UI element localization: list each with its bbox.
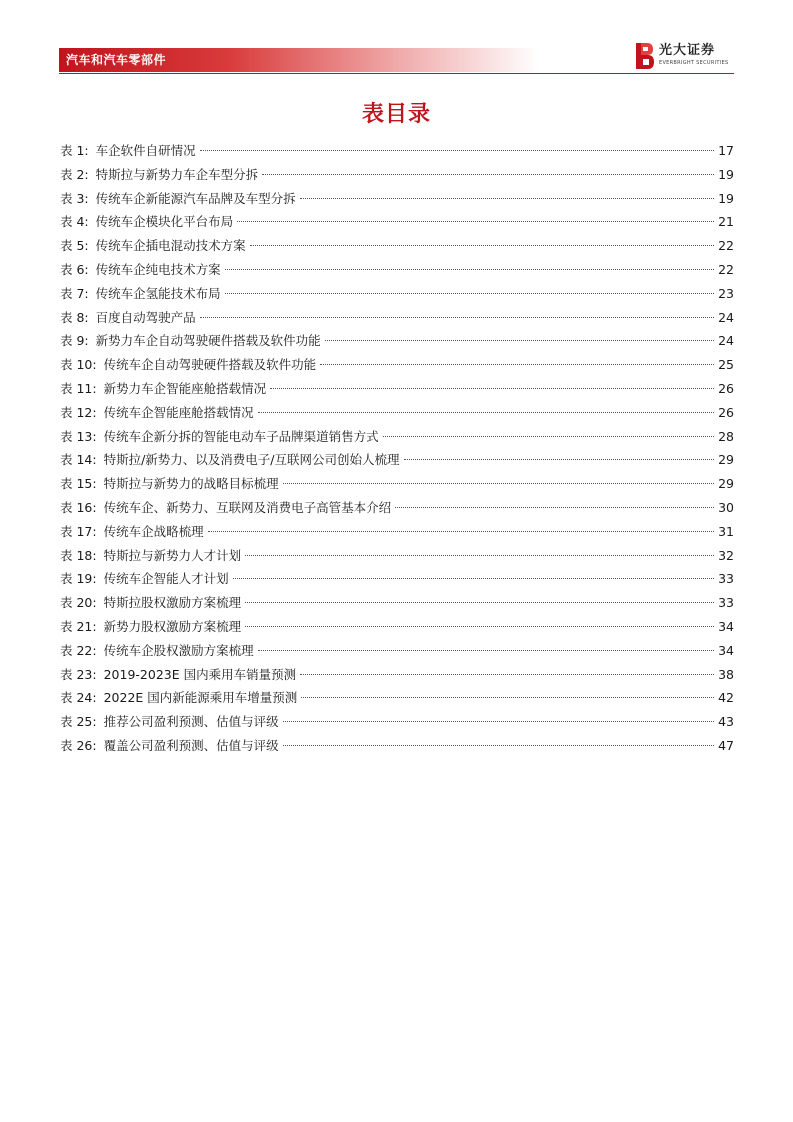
toc-dot-leader xyxy=(262,174,714,175)
toc-entry[interactable] xyxy=(60,236,734,260)
toc-entry-label: 表 17: xyxy=(60,523,97,539)
toc-entry[interactable] xyxy=(60,546,734,570)
toc-entry-page: 38 xyxy=(718,666,734,682)
toc-entry-page: 33 xyxy=(718,595,734,611)
header-category: 汽车和汽车零部件 xyxy=(66,53,167,67)
toc-entry-label: 表 2: xyxy=(60,166,89,182)
toc-entry[interactable] xyxy=(60,165,734,189)
toc-entry[interactable] xyxy=(60,355,734,379)
toc-entry-page: 29 xyxy=(718,476,734,492)
page-title: 表目录 xyxy=(361,102,431,127)
everbright-logo-icon xyxy=(634,42,654,70)
toc-entry-title: 传统车企氢能技术布局 xyxy=(95,285,221,301)
toc-entry-title: 传统车企自动驾驶硬件搭载及软件功能 xyxy=(103,357,317,373)
toc-entry[interactable] xyxy=(60,189,734,213)
toc-entry-page: 24 xyxy=(718,333,734,349)
toc-entry[interactable] xyxy=(60,569,734,593)
toc-entry[interactable] xyxy=(60,427,734,451)
toc-entry-label: 表 20: xyxy=(60,595,97,611)
toc-entry-label: 表 21: xyxy=(60,618,97,634)
toc-dot-leader xyxy=(237,221,714,222)
toc-entry-page: 29 xyxy=(718,452,734,468)
toc-entry-page: 17 xyxy=(718,143,734,158)
header-rule xyxy=(59,73,734,74)
table-of-contents xyxy=(60,141,734,760)
toc-entry-page: 25 xyxy=(718,357,734,373)
toc-entry-page: 31 xyxy=(718,523,734,539)
toc-entry[interactable] xyxy=(60,284,734,308)
toc-entry[interactable] xyxy=(60,665,734,689)
toc-entry-title: 传统车企模块化平台布局 xyxy=(95,214,234,230)
toc-entry-label: 表 19: xyxy=(60,571,97,587)
toc-entry-page: 43 xyxy=(718,714,734,730)
toc-entry[interactable] xyxy=(60,379,734,403)
toc-entry-page: 32 xyxy=(718,547,734,563)
toc-dot-leader xyxy=(225,269,714,270)
toc-entry-page: 34 xyxy=(718,618,734,634)
toc-entry-title: 传统车企纯电技术方案 xyxy=(95,261,221,277)
toc-entry-page: 26 xyxy=(718,404,734,420)
toc-dot-leader xyxy=(200,150,714,151)
toc-dot-leader xyxy=(245,626,714,627)
toc-dot-leader xyxy=(404,459,715,460)
toc-entry[interactable] xyxy=(60,593,734,617)
brand-logo xyxy=(634,42,734,70)
toc-entry-page: 24 xyxy=(718,309,734,325)
toc-entry-label: 表 1: xyxy=(60,143,89,158)
toc-entry[interactable] xyxy=(60,522,734,546)
toc-dot-leader xyxy=(283,721,714,722)
toc-entry[interactable] xyxy=(60,450,734,474)
toc-entry-label: 表 8: xyxy=(60,309,89,325)
toc-entry-page: 42 xyxy=(718,690,734,706)
toc-entry-label: 表 12: xyxy=(60,404,97,420)
toc-entry-label: 表 26: xyxy=(60,737,97,753)
toc-entry[interactable] xyxy=(60,474,734,498)
toc-dot-leader xyxy=(258,412,714,413)
toc-entry-title: 新势力车企自动驾驶硬件搭载及软件功能 xyxy=(95,333,321,349)
toc-entry-page: 19 xyxy=(718,166,734,182)
toc-dot-leader xyxy=(225,293,714,294)
toc-entry-label: 表 6: xyxy=(60,261,89,277)
toc-entry-title: 百度自动驾驶产品 xyxy=(95,309,196,325)
toc-dot-leader xyxy=(300,198,714,199)
toc-entry-title: 特斯拉与新势力人才计划 xyxy=(103,547,242,563)
toc-entry-title: 新势力股权激励方案梳理 xyxy=(103,618,242,634)
toc-entry-page: 26 xyxy=(718,380,734,396)
brand-subtitle: EVERBRIGHT SECURITIES xyxy=(659,60,729,66)
toc-entry[interactable] xyxy=(60,498,734,522)
toc-entry-page: 23 xyxy=(718,285,734,301)
toc-entry-title: 车企软件自研情况 xyxy=(95,143,196,158)
toc-dot-leader xyxy=(270,388,714,389)
toc-entry-label: 表 11: xyxy=(60,380,97,396)
toc-entry-title: 传统车企插电混动技术方案 xyxy=(95,238,246,254)
toc-entry-label: 表 16: xyxy=(60,499,97,515)
toc-entry-title: 传统车企新分拆的智能电动车子品牌渠道销售方式 xyxy=(103,428,379,444)
toc-dot-leader xyxy=(250,245,714,246)
toc-entry-label: 表 10: xyxy=(60,357,97,373)
toc-entry-title: 传统车企智能座舱搭载情况 xyxy=(103,404,254,420)
toc-entry-title: 覆盖公司盈利预测、估值与评级 xyxy=(103,737,279,753)
toc-entry-label: 表 9: xyxy=(60,333,89,349)
toc-entry-label: 表 7: xyxy=(60,285,89,301)
toc-dot-leader xyxy=(383,436,714,437)
toc-entry-title: 传统车企股权激励方案梳理 xyxy=(103,642,254,658)
toc-entry-label: 表 13: xyxy=(60,428,97,444)
toc-entry-label: 表 25: xyxy=(60,714,97,730)
toc-dot-leader xyxy=(300,674,714,675)
toc-entry[interactable] xyxy=(60,212,734,236)
toc-dot-leader xyxy=(200,317,714,318)
toc-dot-leader xyxy=(283,745,714,746)
toc-entry[interactable] xyxy=(60,308,734,332)
toc-entry-page: 19 xyxy=(718,190,734,206)
toc-entry-page: 21 xyxy=(718,214,734,230)
toc-entry-page: 34 xyxy=(718,642,734,658)
toc-entry[interactable] xyxy=(60,641,734,665)
toc-entry-title: 新势力车企智能座舱搭载情况 xyxy=(103,380,267,396)
toc-entry-title: 特斯拉股权激励方案梳理 xyxy=(103,595,242,611)
toc-dot-leader xyxy=(283,483,714,484)
toc-entry-page: 33 xyxy=(718,571,734,587)
toc-entry-title: 特斯拉/新势力、以及消费电子/互联网公司创始人梳理 xyxy=(103,452,400,468)
toc-entry-label: 表 23: xyxy=(60,666,97,682)
toc-entry-page: 28 xyxy=(718,428,734,444)
toc-entry-page: 30 xyxy=(718,499,734,515)
toc-entry-title: 传统车企战略梳理 xyxy=(103,523,204,539)
toc-entry[interactable] xyxy=(60,141,734,165)
toc-entry-label: 表 18: xyxy=(60,547,97,563)
toc-dot-leader xyxy=(325,340,714,341)
toc-entry-title: 特斯拉与新势力的战略目标梳理 xyxy=(103,476,279,492)
brand-name: 光大证券 xyxy=(659,43,716,58)
toc-entry-title: 传统车企智能人才计划 xyxy=(103,571,229,587)
toc-entry-title: 传统车企、新势力、互联网及消费电子高管基本介绍 xyxy=(103,499,392,515)
toc-entry[interactable] xyxy=(60,712,734,736)
toc-entry-title: 推荐公司盈利预测、估值与评级 xyxy=(103,714,279,730)
toc-dot-leader xyxy=(245,602,714,603)
toc-dot-leader xyxy=(208,531,714,532)
toc-entry-title: 2019-2023E 国内乘用车销量预测 xyxy=(103,666,297,682)
toc-entry[interactable] xyxy=(60,403,734,427)
toc-dot-leader xyxy=(320,364,714,365)
toc-dot-leader xyxy=(258,650,714,651)
toc-entry-title: 2022E 国内新能源乘用车增量预测 xyxy=(103,690,298,706)
toc-entry-label: 表 24: xyxy=(60,690,97,706)
toc-entry-label: 表 22: xyxy=(60,642,97,658)
toc-entry-title: 特斯拉与新势力车企车型分拆 xyxy=(95,166,259,182)
toc-dot-leader xyxy=(233,578,714,579)
toc-entry-title: 传统车企新能源汽车品牌及车型分拆 xyxy=(95,190,296,206)
toc-entry[interactable] xyxy=(60,331,734,355)
toc-dot-leader xyxy=(245,555,714,556)
toc-entry-label: 表 15: xyxy=(60,476,97,492)
toc-entry-page: 22 xyxy=(718,238,734,254)
toc-dot-leader xyxy=(301,697,714,698)
toc-entry-label: 表 14: xyxy=(60,452,97,468)
toc-entry[interactable] xyxy=(60,260,734,284)
toc-entry[interactable] xyxy=(60,736,734,760)
toc-dot-leader xyxy=(395,507,714,508)
toc-entry-label: 表 5: xyxy=(60,238,89,254)
toc-entry-label: 表 4: xyxy=(60,214,89,230)
toc-entry[interactable] xyxy=(60,688,734,712)
toc-entry[interactable] xyxy=(60,617,734,641)
toc-entry-page: 22 xyxy=(718,261,734,277)
toc-entry-page: 47 xyxy=(718,737,734,753)
toc-entry-label: 表 3: xyxy=(60,190,89,206)
